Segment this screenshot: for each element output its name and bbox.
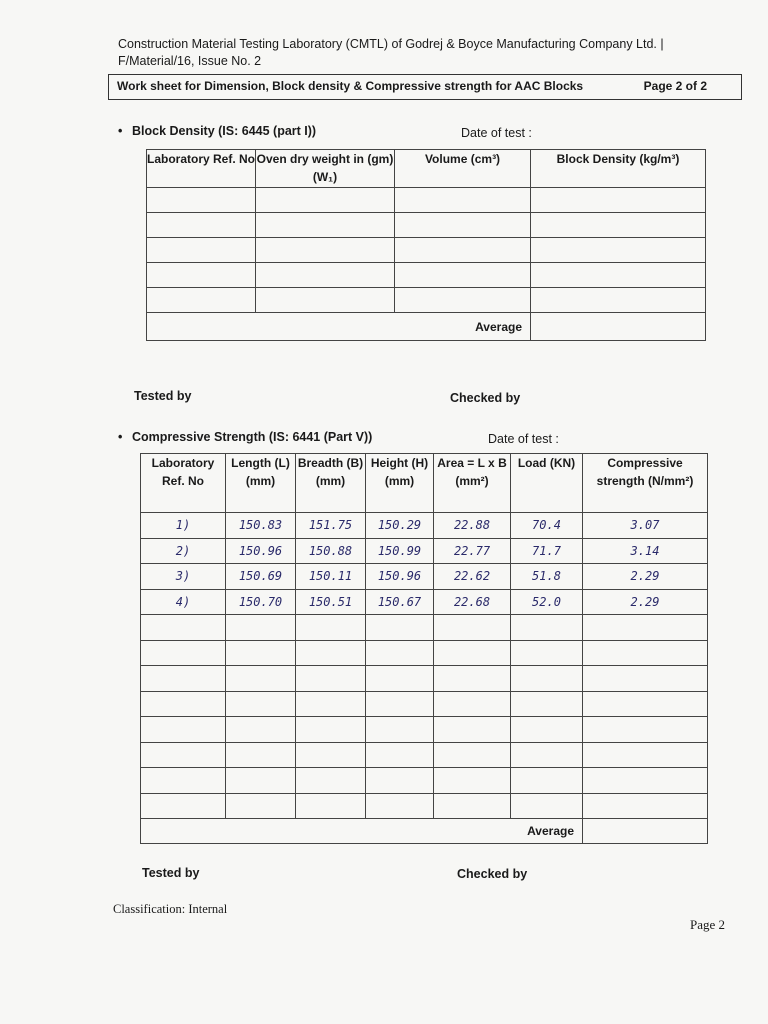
table-row: 4) 150.70 150.51 150.67 22.68 52.0 2.29 [141,589,708,615]
compressive-header-cell: Laboratory Ref. No [141,454,226,513]
table-row: 3) 150.69 150.11 150.96 22.62 51.8 2.29 [141,564,708,590]
worksheet-title-box [108,74,742,100]
table-row [141,640,708,666]
density-header-cell: Block Density (kg/m³) [531,150,706,188]
compressive-header-cell: Breadth (B) (mm) [296,454,366,513]
table-row [147,263,706,288]
table-row [141,717,708,743]
table-row [147,288,706,313]
table-row [141,615,708,641]
compressive-average-row [141,819,708,844]
table-row [147,188,706,213]
table-row [141,691,708,717]
bullet-icon: • [118,124,123,138]
classification-label: Classification: Internal [113,902,228,916]
compressive-checked-by: Checked by [457,867,528,881]
lab-header [118,36,738,70]
compressive-tested-by: Tested by [142,866,200,880]
table-row [147,213,706,238]
compressive-header-cell: Area = L x B (mm²) [434,454,511,513]
density-average-label: Average [147,313,531,341]
compressive-average-label: Average [141,819,583,844]
density-average-row [147,313,706,341]
table-row [141,666,708,692]
compressive-date-label: Date of test : [488,432,559,446]
compressive-header-cell: Height (H) (mm) [366,454,434,513]
table-row: 1) 150.83 151.75 150.29 22.88 70.4 3.07 [141,513,708,539]
page-number: Page 2 [690,917,726,932]
density-date-label: Date of test : [461,126,532,140]
table-row [147,238,706,263]
page-label: Page 2 of 2 [643,79,707,93]
table-row: 2) 150.96 150.88 150.99 22.77 71.7 3.14 [141,538,708,564]
bullet-icon: • [118,430,123,444]
density-header-cell: Laboratory Ref. No [147,150,256,188]
compressive-header-cell: Length (L)(mm) [226,454,296,513]
density-header-row [147,150,706,188]
compressive-table [140,453,708,844]
lab-header-line2: F/Material/16, Issue No. 2 [118,54,262,68]
density-table [146,149,706,341]
worksheet-title: Work sheet for Dimension, Block density & Compressive strength for AAC Blocks [117,79,584,93]
compressive-section-title: • Compressive Strength (IS: 6441 (Part V)) [118,430,373,444]
compressive-header-row [141,454,708,513]
table-row [141,768,708,794]
density-tested-by: Tested by [134,389,192,403]
lab-header-line1: Construction Material Testing Laboratory (CMTL) of Godrej & Boyce Manufacturing Company Ltd. | [118,37,664,51]
table-row [141,793,708,819]
table-row [141,742,708,768]
compressive-header-cell: Load (KN) [511,454,583,513]
density-checked-by: Checked by [450,391,521,405]
compressive-header-cell: Compressive strength (N/mm²) [583,454,708,513]
density-header-cell: Volume (cm³) [395,150,531,188]
density-header-cell: Oven dry weight in (gm) (W₁) [256,150,395,188]
density-section-title: • Block Density (IS: 6445 (part I)) [118,124,317,138]
